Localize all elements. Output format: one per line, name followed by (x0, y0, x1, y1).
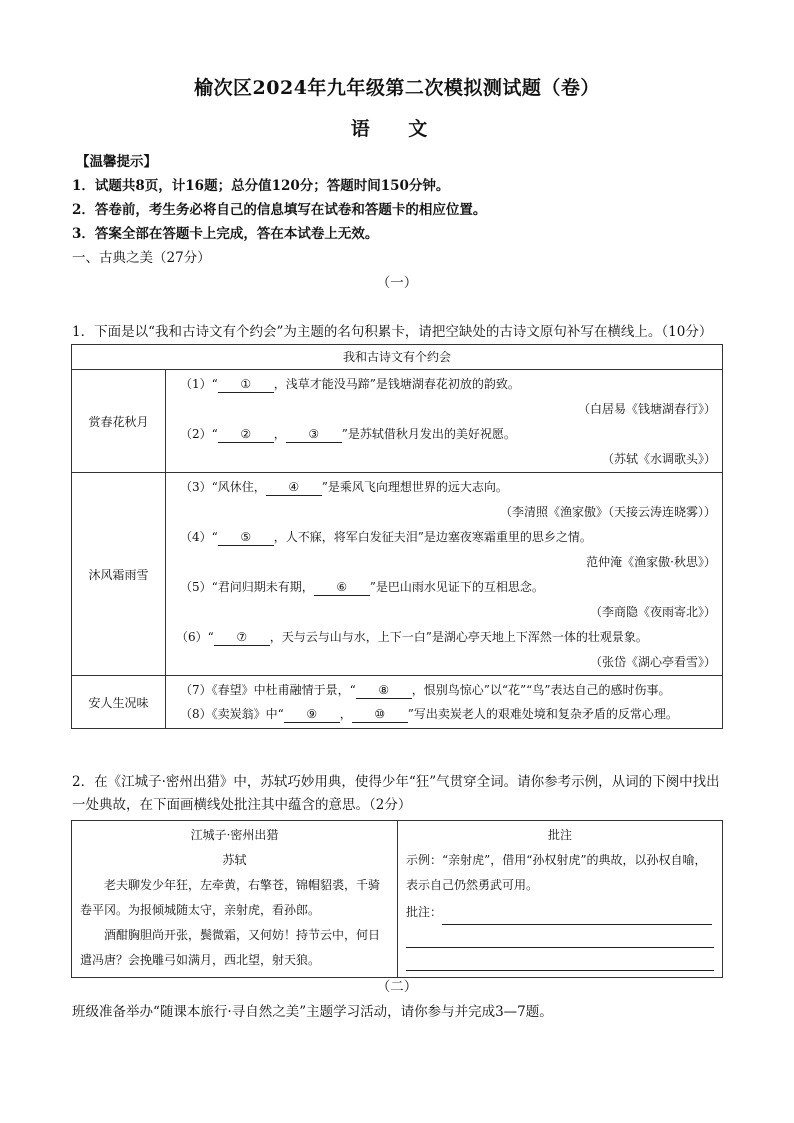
exam-title: 榆次区2024年九年级第二次模拟测试题（卷） (194, 77, 600, 99)
poem-stanza-1: 老夫聊发少年狂，左牵黄，右擎苍，锦帽貂裘，千骑卷平冈。为报倾城随太守，亲射虎，看孙郎。 (80, 878, 381, 917)
item-4-source: 范仲淹《渔家傲·秋思》） (586, 555, 716, 569)
item-1: （1）“ ① ，浅草才能没马蹄”是钱塘湖春花初放的韵致。 (180, 377, 520, 391)
poem-stanza-2: 酒酣胸胆尚开张，鬓微霜，又何妨！持节云中，何日遣冯唐？会挽雕弓如满月，西北望，射天狼。 (80, 928, 381, 967)
item-5-source: （李商隐《夜雨寄北》） (589, 605, 716, 619)
table-header: 我和古诗文有个约会 (72, 345, 723, 370)
question-2: 2．在《江城子·密州出猎》中，苏轼巧妙用典，使得少年“狂”气贯穿全词。请你参考示例，从词的下阕中找出一处典故，在下面画横线处批注其中蕴含的意思。（2分） (72, 774, 720, 813)
part-two-label: （二） (376, 979, 418, 995)
category-wind-frost: 沐风霜雨雪 (72, 473, 166, 676)
item-4: （4）“ ⑤ ，人不寐，将军白发征夫泪”是边塞夜寒霜重里的思乡之情。 (180, 530, 592, 544)
poem-cell (72, 821, 398, 978)
blank-7[interactable]: ⑦ (214, 629, 270, 646)
item-2: （2）“ ② ， ③ ”是苏轼借秋月发出的美好祝愿。 (180, 427, 516, 441)
blank-2[interactable]: ② (218, 426, 274, 443)
quote-card-table (71, 344, 723, 729)
item-8: （8）《卖炭翁》中“ ⑨ ， ⑩ ”写出卖炭老人的艰难处境和复杂矛盾的反常心理。 (180, 707, 678, 721)
part-one-label: （一） (376, 275, 418, 291)
annotation-answer-line-3[interactable] (406, 948, 714, 971)
poem-author: 苏轼 (222, 853, 247, 867)
blank-10[interactable]: ⑩ (352, 706, 408, 723)
blank-3[interactable]: ③ (286, 426, 342, 443)
item-6-source: （张岱《湖心亭看雪》） (589, 655, 716, 669)
annotation-example: 示例：“亲射虎”，借用“孙权射虎”的典故，以孙权自喻，表示自己仍然勇武可用。 (406, 853, 707, 892)
blank-8[interactable]: ⑧ (356, 682, 412, 699)
tip-item-2: 2．答卷前，考生务必将自己的信息填写在试卷和答题卡的相应位置。 (72, 202, 487, 218)
item-7: （7）《春望》中杜甫融情于景，“ ⑧ ，恨别鸟惊心”以“花”“鸟”表达自己的感时伤事。 (180, 683, 671, 697)
category-2-content (166, 473, 723, 676)
activity-intro: 班级准备举办“随课本旅行·寻自然之美”主题学习活动，请你参与并完成3—7题。 (72, 1004, 553, 1020)
item-2-source: （苏轼《水调歌头》） (601, 452, 716, 466)
item-6: （6）“ ⑦ ，天与云与山与水，上下一白”是湖心亭天地上下浑然一体的壮观景象。 (176, 630, 648, 644)
poem-title: 江城子·密州出猎 (190, 828, 279, 842)
category-life-taste: 安人生况味 (72, 676, 166, 729)
tips-heading: 【温馨提示】 (76, 154, 157, 170)
blank-9[interactable]: ⑨ (284, 706, 340, 723)
question-1: 1．下面是以“我和古诗文有个约会”为主题的名句积累卡，请把空缺处的古诗文原句补写在横线上。（10分） (72, 324, 713, 340)
category-1-content (166, 370, 723, 473)
exam-subject: 语 文 (350, 118, 444, 140)
blank-5[interactable]: ⑤ (218, 529, 274, 546)
blank-6[interactable]: ⑥ (314, 579, 370, 596)
annotation-cell (398, 821, 723, 978)
tip-item-1: 1．试题共8页，计16题；总分值120分；答题时间150分钟。 (72, 178, 450, 194)
blank-4[interactable]: ④ (266, 479, 322, 496)
item-3-source: （李清照《渔家傲》（天接云涛连晓雾）） (499, 505, 716, 519)
tip-item-3: 3．答案全部在答题卡上完成，答在本试卷上无效。 (72, 226, 379, 242)
section-heading: 一、古典之美（27分） (72, 250, 211, 266)
annotation-heading: 批注 (547, 828, 572, 842)
blank-1[interactable]: ① (218, 376, 274, 393)
category-3-content (166, 676, 723, 729)
annotation-answer-line-2[interactable] (406, 925, 714, 948)
item-3: （3）“风休住， ④ ”是乘风飞向理想世界的远大志向。 (180, 480, 508, 494)
item-1-source: （白居易《钱塘湖春行》） (577, 402, 716, 416)
category-spring-autumn: 赏春花秋月 (72, 370, 166, 473)
poem-annotation-table (71, 820, 723, 978)
annotation-label: 批注： (406, 905, 443, 919)
item-5: （5）“君问归期未有期， ⑥ ”是巴山雨水见证下的互相思念。 (180, 580, 544, 594)
annotation-answer-row (406, 900, 714, 925)
annotation-answer-line-1[interactable] (442, 904, 712, 925)
